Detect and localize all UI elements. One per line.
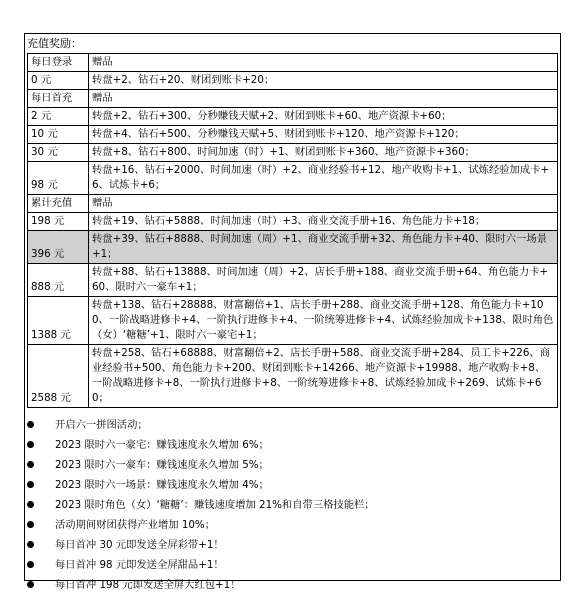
amount-label: 198 元 — [28, 213, 89, 231]
note-text: 2023 限时六一场景：赚钱速度永久增加 4%； — [55, 479, 269, 491]
note-item — [27, 495, 547, 515]
table-row — [28, 108, 558, 126]
bullet-icon — [27, 481, 34, 488]
gift-header: 赠品 — [89, 54, 558, 72]
note-text: 活动期间财团获得产业增加 10%； — [55, 519, 216, 531]
note-item — [27, 555, 547, 575]
amount-label: 1388 元 — [28, 297, 89, 345]
rewards-text: 转盘+138、钻石+28888、财富翻倍+1、店长手册+288、商业交流手册+128、角色能力卡+100、一阶战略进修卡+4、一阶执行进修卡+4、一阶统筹进修卡+4、试炼经验加成卡+138、限时角色（女）‘糖糖’+1、限时六一豪宅+1； — [89, 297, 558, 345]
rewards-text: 转盘+88、钻石+13888、时间加速（周）+2、店长手册+188、商业交流手册+64、角色能力卡+60、限时六一豪车+1； — [89, 264, 558, 297]
rewards-table — [27, 53, 558, 408]
rewards-text: 转盘+39、钻石+8888、时间加速（周）+1、商业交流手册+32、角色能力卡+40、限时六一场景+1； — [89, 231, 558, 264]
table-header-row — [28, 54, 558, 72]
table-row — [28, 126, 558, 144]
rewards-text: 转盘+19、钻石+5888、时间加速（时）+3、商业交流手册+16、角色能力卡+18； — [89, 213, 558, 231]
note-text: 2023 限时六一豪车：赚钱速度永久增加 5%； — [55, 459, 269, 471]
table-row — [28, 144, 558, 162]
gift-header: 赠品 — [89, 195, 558, 213]
table-row — [28, 264, 558, 297]
bullet-icon — [27, 461, 34, 468]
rewards-text: 转盘+4、钻石+500、分秒赚钱天赋+5、财团到账卡+120、地产资源卡+120； — [89, 126, 558, 144]
note-text: 2023 限时角色（女）‘糖糖’：赚钱速度增加 21%和自带三格技能栏； — [55, 499, 375, 511]
table-row — [28, 345, 558, 408]
gift-header: 赠品 — [89, 90, 558, 108]
table-header-row — [28, 90, 558, 108]
note-text: 每日首冲 30 元即发送全屏彩带+1！ — [55, 539, 224, 551]
bullet-icon — [27, 441, 34, 448]
bullet-icon — [27, 521, 34, 528]
note-item — [27, 535, 547, 555]
category-label: 累计充值 — [28, 195, 89, 213]
table-row — [28, 72, 558, 90]
amount-label: 30 元 — [28, 144, 89, 162]
note-text: 每日首冲 198 元即发送全屏大红包+1！ — [55, 579, 241, 591]
note-item — [27, 415, 547, 435]
table-header-row — [28, 195, 558, 213]
amount-label: 888 元 — [28, 264, 89, 297]
bullet-icon — [27, 561, 34, 568]
rewards-text: 转盘+258、钻石+68888、财富翻倍+2、店长手册+588、商业交流手册+284、员工卡+226、商业经验书+500、角色能力卡+200、财团到账卡+14266、地产资源卡+19988、地产收购卡+8、一阶战略进修卡+8、一阶执行进修卡+8、一阶统筹进修卡+8、试炼经验加成卡+269、试炼卡+60； — [89, 345, 558, 408]
rewards-text: 转盘+8、钻石+800、时间加速（时）+1、财团到账卡+360、地产资源卡+360； — [89, 144, 558, 162]
note-text: 2023 限时六一豪宅：赚钱速度永久增加 6%； — [55, 439, 269, 451]
rewards-text: 转盘+2、钻石+20、财团到账卡+20； — [89, 72, 558, 90]
bullet-icon — [27, 541, 34, 548]
bullet-icon — [27, 421, 34, 428]
amount-label: 0 元 — [28, 72, 89, 90]
amount-label: 98 元 — [28, 162, 89, 195]
amount-label: 10 元 — [28, 126, 89, 144]
note-item — [27, 455, 547, 475]
note-item — [27, 575, 547, 595]
table-row — [28, 297, 558, 345]
note-item — [27, 515, 547, 535]
note-text: 开启六一拼图活动； — [55, 419, 148, 431]
table-row — [28, 231, 558, 264]
rewards-text: 转盘+2、钻石+300、分秒赚钱天赋+2、财团到账卡+60、地产资源卡+60； — [89, 108, 558, 126]
table-row — [28, 213, 558, 231]
amount-label: 2 元 — [28, 108, 89, 126]
section-title: 充值奖励： — [27, 37, 82, 50]
amount-label: 2588 元 — [28, 345, 89, 408]
amount-label: 396 元 — [28, 231, 89, 264]
table-row — [28, 162, 558, 195]
note-item — [27, 475, 547, 495]
category-label: 每日首充 — [28, 90, 89, 108]
note-item — [27, 435, 547, 455]
bullet-icon — [27, 581, 34, 588]
notes-list — [27, 415, 547, 595]
category-label: 每日登录 — [28, 54, 89, 72]
rewards-text: 转盘+16、钻石+2000、时间加速（时）+2、商业经验书+12、地产收购卡+1、试炼经验加成卡+6、试炼卡+6； — [89, 162, 558, 195]
note-text: 每日首冲 98 元即发送全屏甜品+1！ — [55, 559, 224, 571]
bullet-icon — [27, 501, 34, 508]
